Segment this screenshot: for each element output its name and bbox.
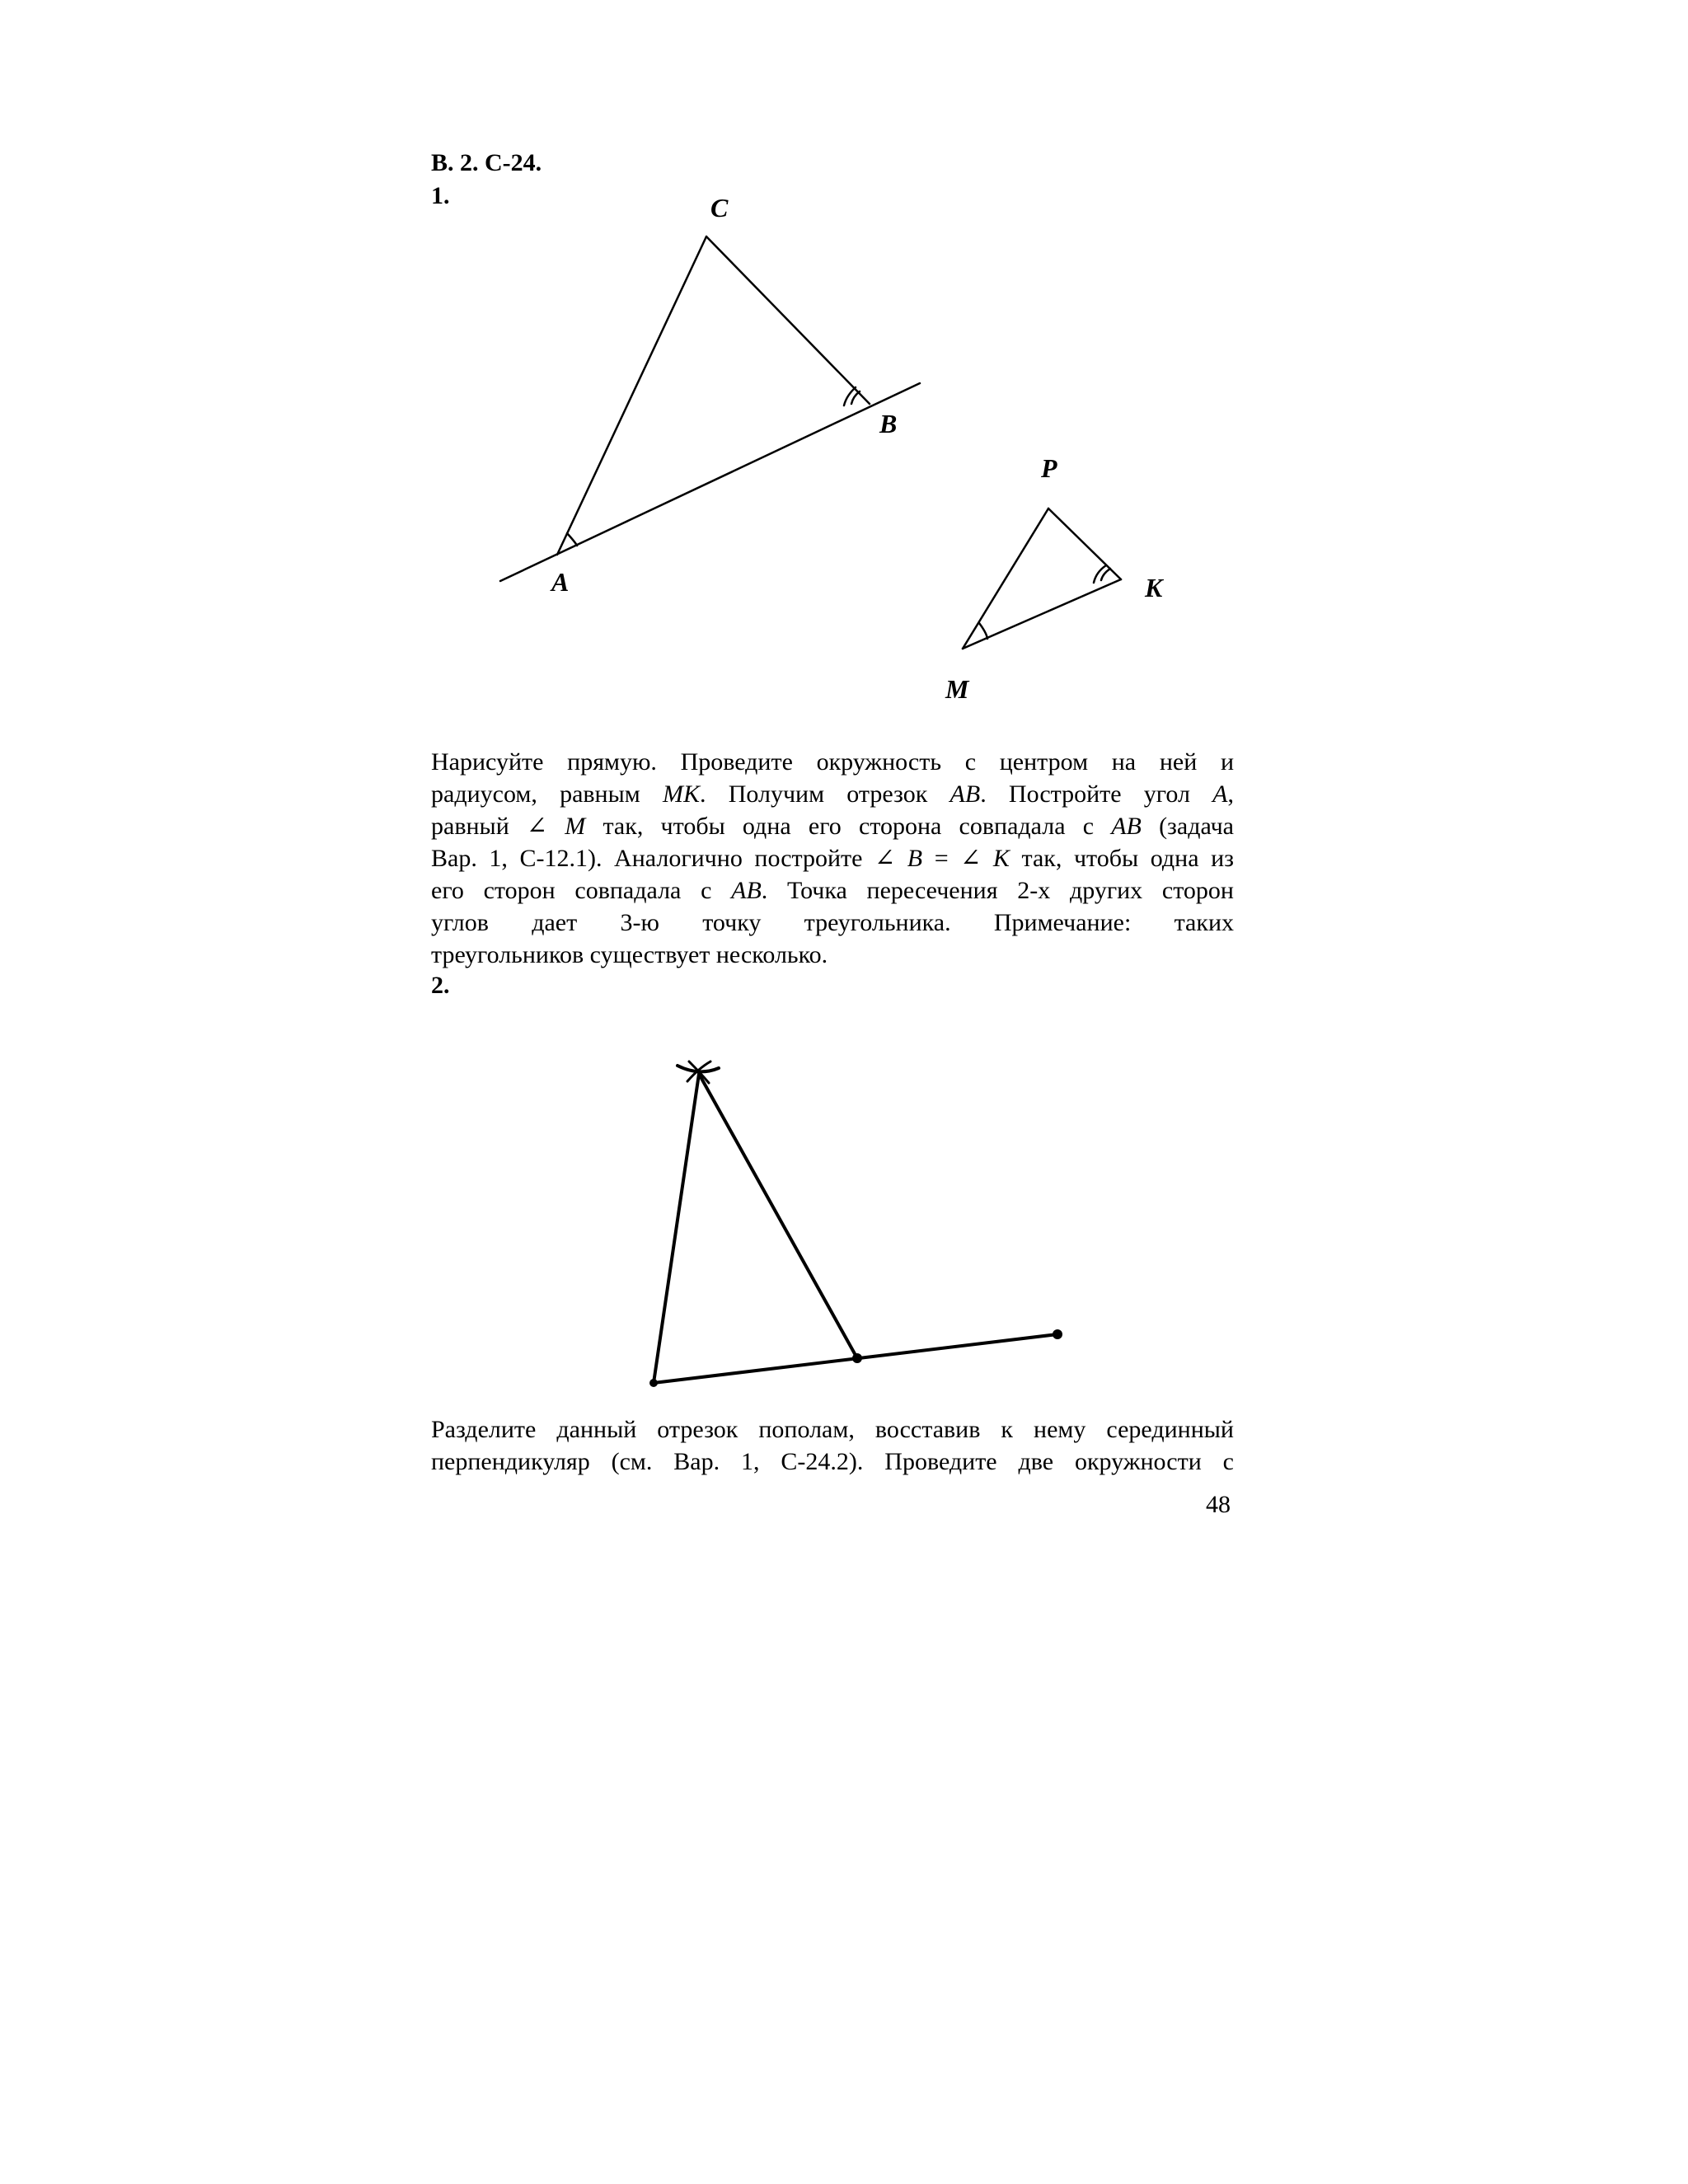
side-left xyxy=(654,1074,699,1383)
point-left-end xyxy=(649,1379,658,1387)
figure-1-triangles xyxy=(0,0,1688,742)
problem-2-text xyxy=(431,1413,1234,1478)
text-line: Вар. 1, С-12.1). Аналогично постройте ∠ B = ∠ K так, чтобы одна из xyxy=(431,845,1234,872)
point-right-end xyxy=(1053,1329,1062,1339)
figure-2-construction xyxy=(0,1030,1688,1442)
side-right xyxy=(699,1074,857,1358)
label-p: P xyxy=(1041,453,1057,483)
side-ac xyxy=(557,237,706,555)
side-cb xyxy=(706,237,870,404)
problem-1-number: 1. xyxy=(431,182,450,209)
angle-arc-a xyxy=(567,533,577,546)
text-line: углов дает 3-ю точку треугольника. Примечание: таких xyxy=(431,909,1234,936)
line-ab xyxy=(500,383,920,581)
label-m: M xyxy=(945,674,969,704)
angle-arc-m xyxy=(979,623,987,639)
text-line: радиусом, равным MK. Получим отрезок AB. Постройте угол A, xyxy=(431,780,1234,808)
angle-arc-k-inner xyxy=(1101,569,1110,580)
problem-2-number: 2. xyxy=(431,972,450,999)
text-line: перпендикуляр (см. Вар. 1, С-24.2). Проведите две окружности с xyxy=(431,1448,1234,1475)
page-number: 48 xyxy=(1206,1491,1231,1518)
text-line: его сторон совпадала с AB. Точка пересечения 2-х других сторон xyxy=(431,877,1234,904)
label-c: C xyxy=(710,193,729,223)
text-line: треугольников существует несколько. xyxy=(431,941,828,968)
side-mp xyxy=(963,509,1048,649)
label-b: B xyxy=(879,409,898,438)
label-a: A xyxy=(551,567,570,597)
text-line: Нарисуйте прямую. Проведите окружность с центром на ней и xyxy=(431,748,1234,776)
text-line: Разделите данный отрезок пополам, восставив к нему серединный xyxy=(431,1416,1234,1443)
point-midpoint xyxy=(852,1353,862,1363)
section-title: В. 2. С-24. xyxy=(431,149,542,176)
text-line: равный ∠ M так, чтобы одна его сторона совпадала с AB (задача xyxy=(431,813,1235,840)
problem-1-text xyxy=(431,746,1234,971)
label-k: K xyxy=(1145,573,1163,602)
angle-arc-b-inner xyxy=(851,391,860,404)
